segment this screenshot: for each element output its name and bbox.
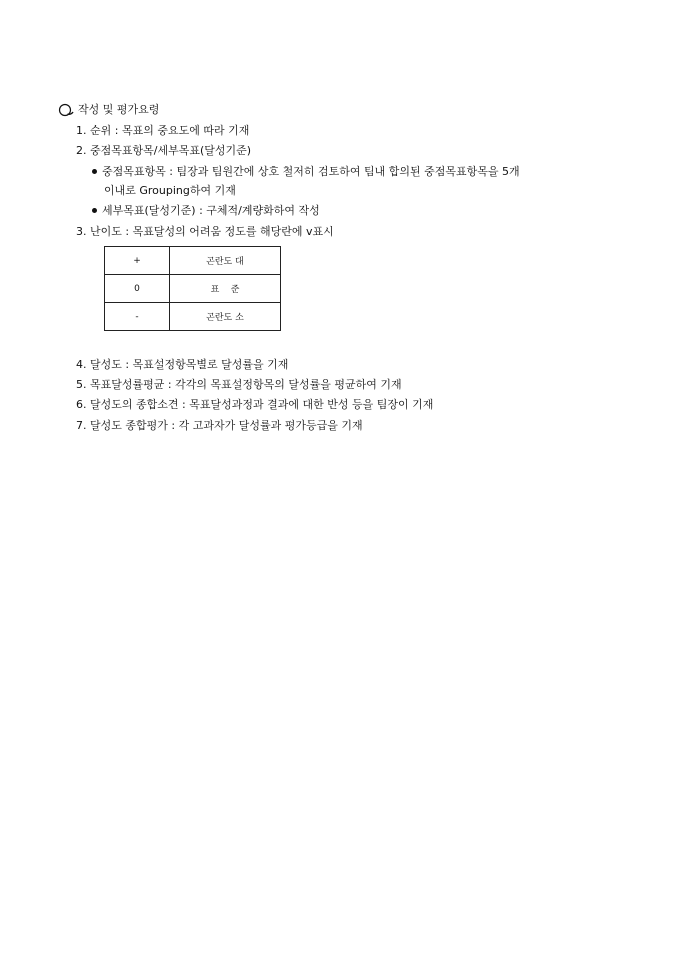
bullet-dot-icon xyxy=(92,208,97,213)
difficulty-label: 곤란도 소 xyxy=(170,303,281,331)
bullet-dot-icon xyxy=(92,169,97,174)
subitem-focus-goals-text: 중점목표항목 : 팀장과 팀원간에 상호 철저히 검토하여 팀내 합의된 중점목표항목을 5개 xyxy=(102,165,520,178)
item-3: 3. 난이도 : 목표달성의 어려움 정도를 해당란에 v표시 xyxy=(76,225,334,238)
item-2: 2. 중점목표항목/세부목표(달성기준) xyxy=(76,144,252,157)
item-1: 1. 순위 : 목표의 중요도에 따라 기재 xyxy=(76,124,250,137)
difficulty-symbol: 0 xyxy=(105,275,170,303)
item-5: 5. 목표달성률평균 : 각각의 목표설정항목의 달성률을 평균하여 기재 xyxy=(76,378,402,391)
table-row xyxy=(105,303,281,331)
subitem-focus-goals xyxy=(92,164,520,179)
subitem-focus-goals-cont: 이내로 Grouping하여 기재 xyxy=(104,184,236,197)
item-6: 6. 달성도의 종합소견 : 목표달성과정과 결과에 대한 반성 등을 팀장이 기재 xyxy=(76,398,434,411)
table-row xyxy=(105,275,281,303)
subitem-detail-goals-text: 세부목표(달성기준) : 구체적/계량화하여 작성 xyxy=(102,204,320,217)
table-row xyxy=(105,247,281,275)
item-7: 7. 달성도 종합평가 : 각 고과자가 달성률과 평가등급을 기재 xyxy=(76,419,363,432)
difficulty-symbol: + xyxy=(105,247,170,275)
circle-bullet-icon xyxy=(58,103,74,117)
difficulty-label: 표 준 xyxy=(170,275,281,303)
difficulty-table xyxy=(104,246,281,331)
difficulty-label: 곤란도 대 xyxy=(170,247,281,275)
section-heading: 작성 및 평가요령 xyxy=(78,103,160,116)
item-4: 4. 달성도 : 목표설정항목별로 달성률을 기재 xyxy=(76,358,289,371)
subitem-detail-goals xyxy=(92,203,320,218)
difficulty-symbol: - xyxy=(105,303,170,331)
